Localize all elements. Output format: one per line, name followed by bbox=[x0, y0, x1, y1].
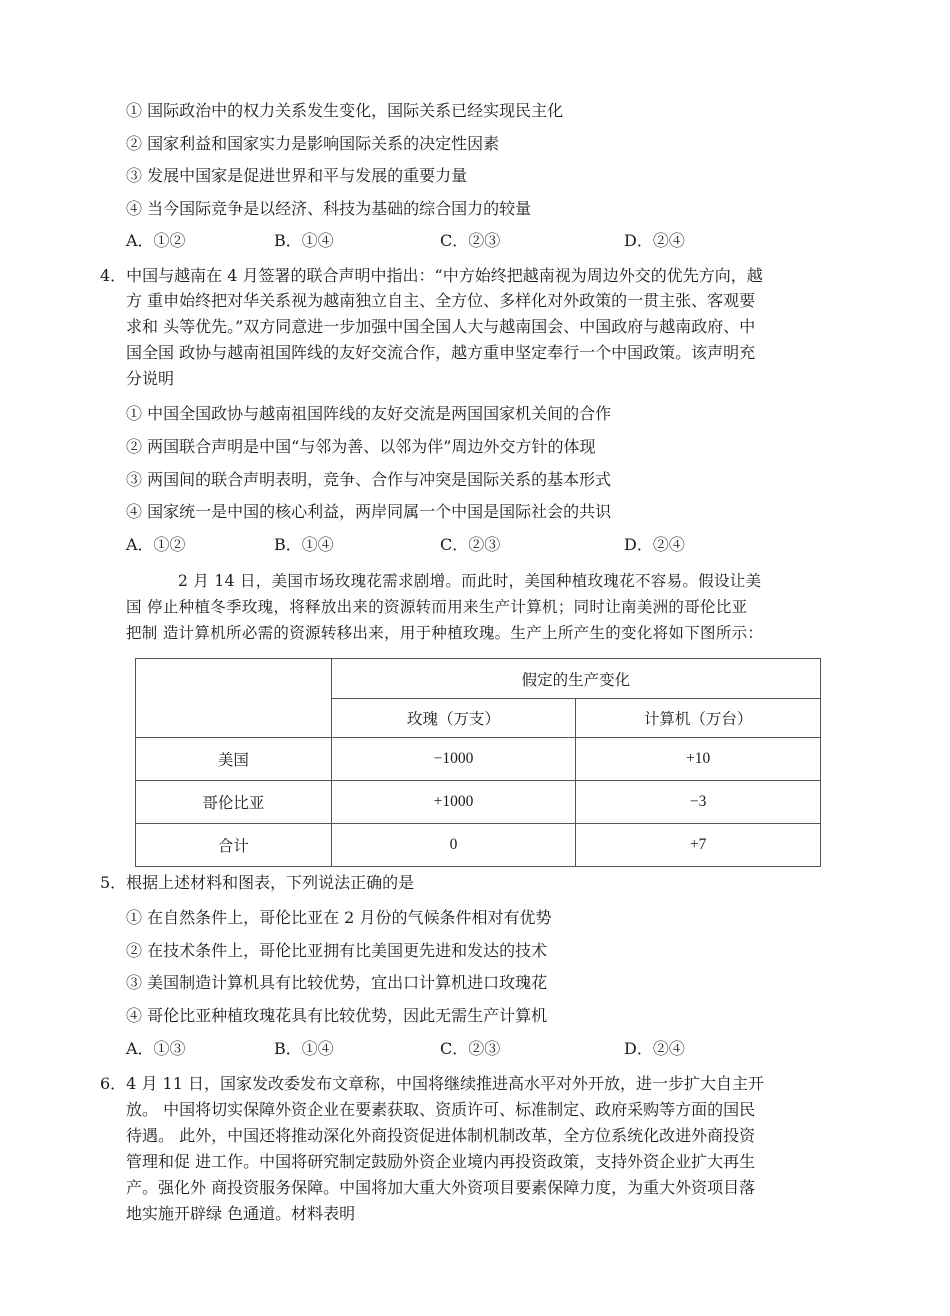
q3-option-2: ② 国家利益和国家实力是影响国际关系的决定性因素 bbox=[126, 134, 500, 153]
q4-option-2: ② 两国联合声明是中国“与邻为善、以邻为伴”周边外交方针的体现 bbox=[126, 437, 596, 456]
table-header-roses: 玫瑰（万支） bbox=[331, 699, 576, 738]
q4-choice-d[interactable]: D．②④ bbox=[624, 535, 685, 554]
production-change-table bbox=[135, 658, 821, 867]
q4-choice-c[interactable]: C．②③ bbox=[440, 535, 501, 554]
q4-choice-a[interactable]: A．①② bbox=[126, 535, 186, 554]
q5-stem: 5．根据上述材料和图表，下列说法正确的是 bbox=[100, 873, 415, 892]
q4-stem-line-4: 国全国 政协与越南祖国阵线的友好交流合作，越方重申坚定奉行一个中国政策。该声明充 bbox=[126, 343, 756, 362]
q5-option-2: ② 在技术条件上，哥伦比亚拥有比美国更先进和发达的技术 bbox=[126, 941, 548, 960]
q5-option-3: ③ 美国制造计算机具有比较优势，宜出口计算机进口玫瑰花 bbox=[126, 973, 548, 992]
q4-option-4: ④ 国家统一是中国的核心利益，两岸同属一个中国是国际社会的共识 bbox=[126, 502, 612, 521]
total-roses-value: 0 bbox=[331, 824, 576, 867]
table-row bbox=[136, 781, 821, 824]
row-label-usa: 美国 bbox=[136, 738, 332, 781]
q3-choice-a[interactable]: A．①② bbox=[126, 231, 186, 250]
table-row bbox=[136, 738, 821, 781]
table-header-group: 假定的生产变化 bbox=[331, 659, 820, 699]
usa-computers-value: +10 bbox=[576, 738, 821, 781]
q5-choice-c[interactable]: C．②③ bbox=[440, 1039, 501, 1058]
q5-choice-b[interactable]: B．①④ bbox=[274, 1039, 334, 1058]
q6-stem-line-6: 地实施开辟绿 色通道。材料表明 bbox=[126, 1204, 356, 1223]
material-line-3: 把制 造计算机所必需的资源转移出来，用于种植玫瑰。生产上所产生的变化将如下图所示： bbox=[126, 624, 764, 642]
q3-choice-c[interactable]: C．②③ bbox=[440, 231, 501, 250]
table-corner-cell bbox=[136, 659, 332, 738]
material-line-2: 国 停止种植冬季玫瑰，将释放出来的资源转而用来生产计算机；同时让南美洲的哥伦比亚 bbox=[126, 598, 748, 616]
row-label-total: 合计 bbox=[136, 824, 332, 867]
q4-choices bbox=[126, 534, 746, 556]
colombia-computers-value: −3 bbox=[576, 781, 821, 824]
q4-stem-line-1: 4．中国与越南在 4 月签署的联合声明中指出：“中方始终把越南视为周边外交的优先方向，越 bbox=[100, 266, 763, 285]
q4-stem-line-5: 分说明 bbox=[126, 369, 175, 388]
q4-stem-line-2: 方 重申始终把对华关系视为越南独立自主、全方位、多样化对外政策的一贯主张、客观要 bbox=[126, 291, 756, 310]
material-line-1: 2 月 14 日，美国市场玫瑰花需求剧增。而此时，美国种植玫瑰花不容易。假设让美 bbox=[178, 572, 762, 590]
q6-stem-line-4: 管理和促 进工作。中国将研究制定鼓励外资企业境内再投资政策，支持外资企业扩大再生 bbox=[126, 1152, 756, 1171]
q3-choice-d[interactable]: D．②④ bbox=[624, 231, 685, 250]
row-label-colombia: 哥伦比亚 bbox=[136, 781, 332, 824]
q6-stem-line-1: 6．4 月 11 日，国家发改委发布文章称，中国将继续推进高水平对外开放，进一步扩大自主开 bbox=[100, 1074, 764, 1093]
q3-option-3: ③ 发展中国家是促进世界和平与发展的重要力量 bbox=[126, 166, 468, 185]
q6-stem-line-3: 待遇。 此外，中国还将推动深化外商投资促进体制机制改革，全方位系统化改进外商投资 bbox=[126, 1126, 756, 1145]
q3-choice-b[interactable]: B．①④ bbox=[274, 231, 334, 250]
q6-stem-line-5: 产。强化外 商投资服务保障。中国将加大重大外资项目要素保障力度，为重大外资项目落 bbox=[126, 1178, 756, 1197]
q5-choices bbox=[126, 1038, 746, 1060]
usa-roses-value: −1000 bbox=[331, 738, 576, 781]
q3-choices bbox=[126, 230, 746, 252]
q4-stem-line-3: 求和 头等优先。”双方同意进一步加强中国全国人大与越南国会、中国政府与越南政府、中 bbox=[126, 317, 756, 336]
q5-choice-d[interactable]: D．②④ bbox=[624, 1039, 685, 1058]
q4-option-3: ③ 两国间的联合声明表明，竞争、合作与冲突是国际关系的基本形式 bbox=[126, 470, 612, 489]
table-row bbox=[136, 824, 821, 867]
q3-option-4: ④ 当今国际竞争是以经济、科技为基础的综合国力的较量 bbox=[126, 199, 532, 218]
q4-option-1: ① 中国全国政协与越南祖国阵线的友好交流是两国国家机关间的合作 bbox=[126, 404, 612, 423]
table-header-computers: 计算机（万台） bbox=[576, 699, 821, 738]
q5-option-1: ① 在自然条件上，哥伦比亚在 2 月份的气候条件相对有优势 bbox=[126, 908, 552, 927]
colombia-roses-value: +1000 bbox=[331, 781, 576, 824]
q5-choice-a[interactable]: A．①③ bbox=[126, 1039, 186, 1058]
total-computers-value: +7 bbox=[576, 824, 821, 867]
q5-option-4: ④ 哥伦比亚种植玫瑰花具有比较优势，因此无需生产计算机 bbox=[126, 1006, 548, 1025]
q6-stem-line-2: 放。 中国将切实保障外资企业在要素获取、资质许可、标准制定、政府采购等方面的国民 bbox=[126, 1100, 756, 1119]
q4-choice-b[interactable]: B．①④ bbox=[274, 535, 334, 554]
q3-option-1: ① 国际政治中的权力关系发生变化，国际关系已经实现民主化 bbox=[126, 101, 564, 120]
